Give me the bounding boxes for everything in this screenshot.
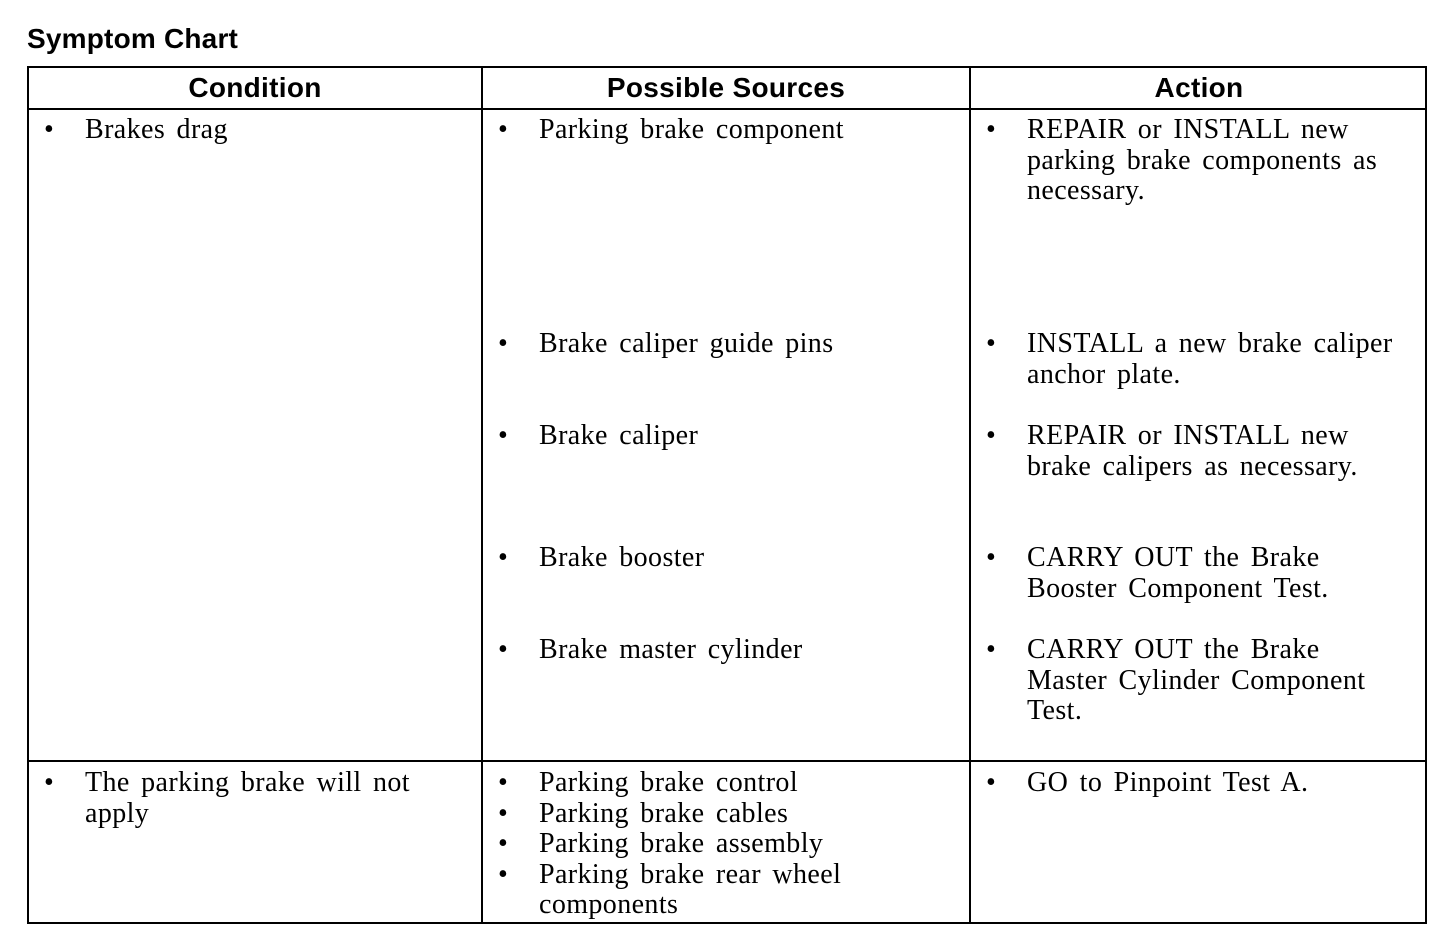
bullet-icon: • [498, 767, 509, 798]
bullet-icon: • [498, 542, 509, 573]
header-divider [29, 108, 1425, 110]
bullet-icon: • [986, 328, 997, 359]
header-action: Action [1154, 72, 1244, 103]
action-item: • GO to Pinpoint Test A. [986, 767, 1309, 798]
condition-item: • Brakes drag [44, 114, 228, 145]
source-item: • Brake booster [498, 542, 705, 573]
source-item: • Parking brake control [498, 767, 798, 798]
bullet-icon: • [498, 797, 509, 829]
action-item: • CARRY OUT the Brake Master Cylinder Component Test. [986, 634, 1366, 726]
bullet-icon: • [986, 542, 997, 573]
bullet-icon: • [498, 114, 509, 145]
source-item: • Parking brake cables [498, 797, 789, 829]
bullet-icon: • [498, 828, 509, 859]
source-item: • Brake caliper [498, 420, 699, 451]
symptom-chart-table [27, 66, 1427, 924]
bullet-icon: • [498, 858, 509, 890]
bullet-icon: • [986, 767, 997, 798]
bullet-icon: • [986, 114, 997, 145]
source-item: • Brake caliper guide pins [498, 328, 834, 359]
bullet-icon: • [498, 634, 509, 665]
action-item: • REPAIR or INSTALL new brake calipers as necessary. [986, 420, 1358, 482]
action-item: • INSTALL a new brake caliper anchor plate. [986, 328, 1393, 390]
source-item: • Parking brake rear wheel components [498, 858, 842, 920]
source-item: • Brake master cylinder [498, 634, 803, 665]
source-item: • Parking brake assembly [498, 828, 824, 859]
bullet-icon: • [498, 328, 509, 359]
header-possible-sources: Possible Sources [606, 72, 846, 103]
page-title: Symptom Chart [27, 23, 239, 54]
row-divider [29, 760, 1425, 762]
header-condition: Condition [188, 72, 322, 103]
bullet-icon: • [498, 420, 509, 451]
action-item: • CARRY OUT the Brake Booster Component Test. [986, 542, 1329, 604]
bullet-icon: • [986, 420, 997, 451]
bullet-icon: • [44, 767, 55, 798]
bullet-icon: • [44, 114, 55, 145]
condition-item: • The parking brake will not apply [44, 767, 410, 829]
action-item: • REPAIR or INSTALL new parking brake components as necessary. [986, 114, 1378, 206]
source-item: • Parking brake component [498, 114, 844, 145]
bullet-icon: • [986, 634, 997, 665]
